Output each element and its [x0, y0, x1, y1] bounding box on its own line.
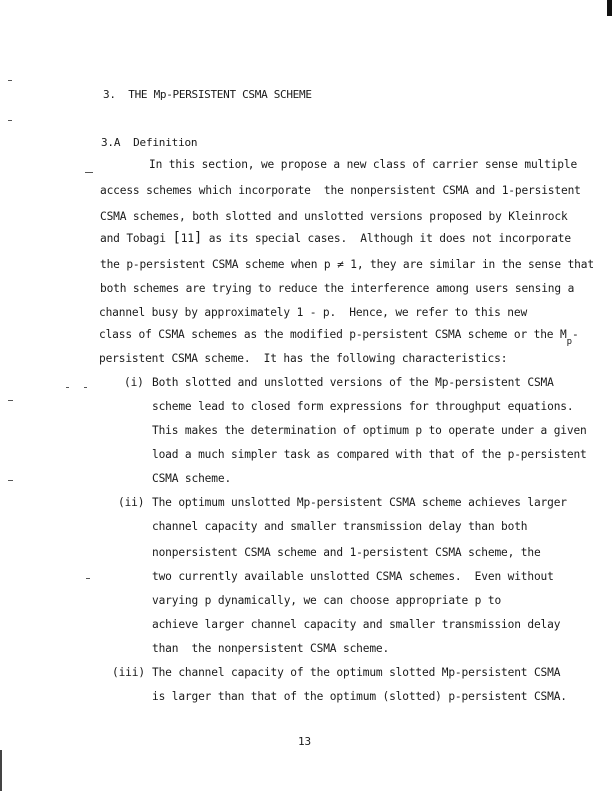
- scan-speck: [8, 400, 13, 401]
- citation-number: 11: [180, 232, 194, 245]
- scan-speck: [86, 578, 90, 579]
- scan-speck: [8, 80, 12, 81]
- page-number: 13: [298, 735, 311, 748]
- paragraph-line: channel busy by approximately 1 - p. Hence, we refer to this new: [99, 306, 528, 319]
- subscript: p: [566, 337, 572, 347]
- paragraph-line: persistent CSMA scheme. It has the following characteristics:: [99, 352, 508, 365]
- text-run: -: [572, 328, 579, 341]
- list-marker: (iii): [112, 666, 145, 679]
- list-item-line: is larger than that of the optimum (slotted) p-persistent CSMA.: [152, 690, 567, 703]
- scan-speck: [8, 120, 12, 121]
- list-item-line: scheme lead to closed form expressions for throughput equations.: [152, 400, 574, 413]
- paragraph-line: [100, 232, 571, 246]
- text-run: as its special cases. Although it does not incorporate: [202, 232, 571, 245]
- paragraph-line: the p-persistent CSMA scheme when p ≠ 1, they are similar in the sense that: [100, 258, 594, 271]
- text-run: class of CSMA schemes as the modified p-persistent CSMA scheme or the M: [99, 328, 567, 341]
- paragraph-line: CSMA schemes, both slotted and unslotted versions proposed by Kleinrock: [100, 210, 568, 223]
- paragraph-line: both schemes are trying to reduce the interference among users sensing a: [100, 282, 575, 295]
- paragraph-line: access schemes which incorporate the nonpersistent CSMA and 1-persistent: [100, 184, 581, 197]
- scan-edge-mark: [0, 750, 2, 791]
- list-item-line: achieve larger channel capacity and smaller transmission delay: [152, 618, 561, 631]
- subsection-heading: 3.A Definition: [101, 136, 198, 149]
- list-item-line: nonpersistent CSMA scheme and 1-persistent CSMA scheme, the: [152, 546, 541, 559]
- bracket-open: [: [172, 230, 181, 246]
- list-item-line: channel capacity and smaller transmission delay than both: [152, 520, 528, 533]
- list-item-line: The optimum unslotted Mp-persistent CSMA scheme achieves larger: [152, 496, 567, 509]
- list-marker: (ii): [118, 496, 145, 509]
- list-item-line: load a much simpler task as compared with that of the p-persistent: [152, 448, 587, 461]
- scan-speck: [84, 387, 87, 388]
- section-heading: 3. THE Mp-PERSISTENT CSMA SCHEME: [103, 88, 312, 101]
- list-marker: (i): [124, 376, 144, 389]
- list-item-line: The channel capacity of the optimum slotted Mp-persistent CSMA: [152, 666, 561, 679]
- list-item-line: Both slotted and unslotted versions of the Mp-persistent CSMA: [152, 376, 554, 389]
- list-item-line: than the nonpersistent CSMA scheme.: [152, 642, 390, 655]
- list-item-line: two currently available unslotted CSMA schemes. Even without: [152, 570, 554, 583]
- scan-speck: [66, 387, 69, 388]
- list-item-line: This makes the determination of optimum p to operate under a given: [152, 424, 587, 437]
- scan-edge-mark: [607, 0, 612, 16]
- list-item-line: varying p dynamically, we can choose appropriate p to: [152, 594, 502, 607]
- paragraph-line: In this section, we propose a new class of carrier sense multiple: [149, 158, 578, 171]
- text-run: and Tobagi: [100, 232, 173, 245]
- scan-speck: [85, 172, 93, 173]
- scan-speck: [8, 480, 13, 481]
- paragraph-line: [99, 328, 579, 347]
- list-item-line: CSMA scheme.: [152, 472, 232, 485]
- bracket-close: ]: [193, 230, 203, 246]
